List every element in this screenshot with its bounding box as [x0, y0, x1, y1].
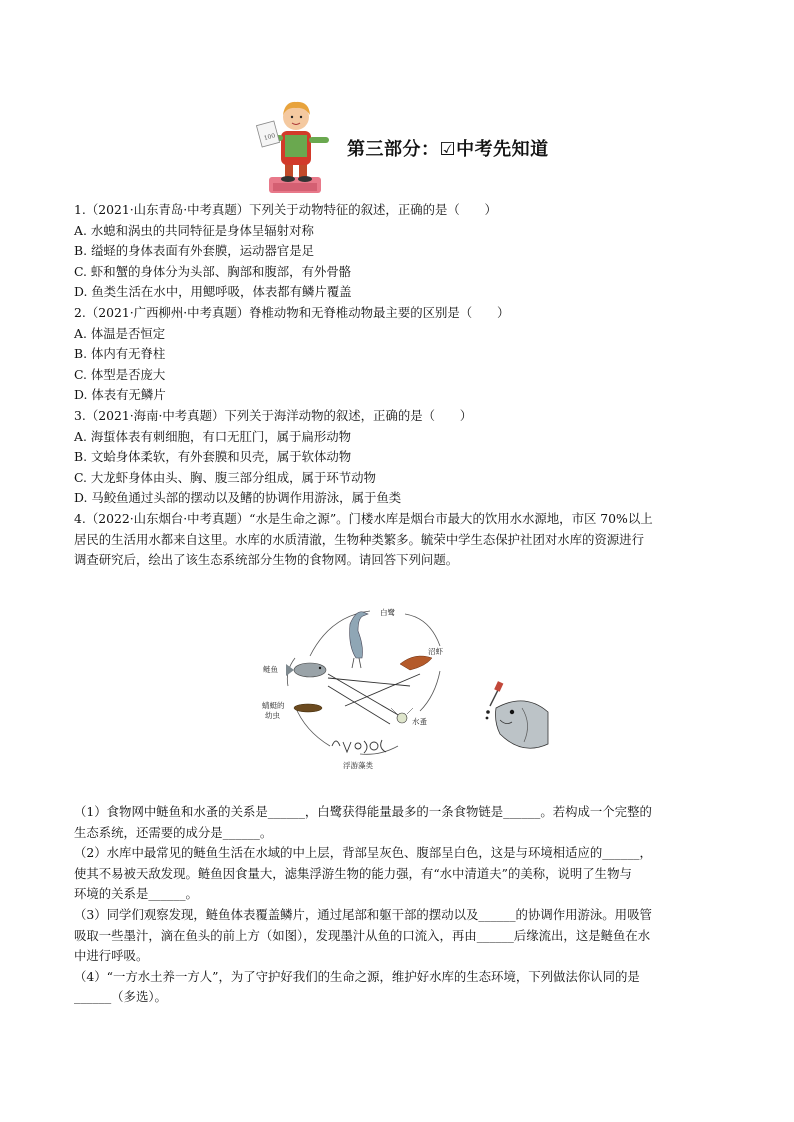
label-heron: 白鹭 [380, 608, 395, 617]
question-1-stem: 1.（2021·山东青岛·中考真题）下列关于动物特征的叙述，正确的是（ ） [74, 202, 497, 217]
question-4-intro-line: 居民的生活用水都来自这里。水库的水质清澈，生物种类繁多。毓荣中学生态保护社团对水库的资源进行 [74, 531, 644, 547]
mascot-illustration [255, 95, 340, 200]
question-3-option-b: B. 文蛤身体柔软，有外套膜和贝壳，属于软体动物 [74, 449, 352, 465]
label-silver-carp: 鲢鱼 [263, 665, 278, 674]
question-list [74, 200, 730, 571]
sub-question-line: 中进行呼吸。 [74, 948, 149, 964]
algae-icon [332, 740, 386, 753]
question-2-option-d: D. 体表有无鳞片 [74, 387, 166, 403]
sub-question-line: 环境的关系是______。 [74, 886, 198, 902]
food-web-figure [250, 596, 550, 778]
sub-question-line: （4）“一方水土养一方人”，为了守护好我们的生命之源，维护好水库的生态环境，下列做法你认同的是 [74, 968, 640, 984]
section-title: 第三部分：☑中考先知道 [347, 139, 549, 160]
label-water-flea: 水蚤 [412, 717, 427, 726]
sub-question-line: 生态系统，还需要的成分是______。 [74, 824, 273, 840]
question-3-option-c: C. 大龙虾身体由头、胸、腹三部分组成，属于环节动物 [74, 469, 376, 485]
sub-question-line: （1）食物网中鲢鱼和水蚤的关系是______，白鹭获得能量最多的一条食物链是______。若构成一个完整的 [74, 804, 652, 819]
water-flea-icon [391, 708, 413, 723]
question-4-subquestions [74, 802, 730, 1008]
question-1-option-c: C. 虾和蟹的身体分为头部、胸部和腹部，有外骨骼 [74, 263, 352, 279]
fish-head-with-dropper-icon [486, 681, 548, 748]
question-3-option-d: D. 马鲛鱼通过头部的摆动以及鳍的协调作用游泳，属于鱼类 [74, 490, 402, 506]
label-algae: 浮游藻类 [343, 761, 373, 770]
question-1-option-d: D. 鱼类生活在水中，用鳃呼吸，体表都有鳞片覆盖 [74, 284, 352, 300]
section-header [255, 95, 575, 200]
question-3-stem: 3.（2021·海南·中考真题）下列关于海洋动物的叙述，正确的是（ ） [74, 407, 473, 423]
question-1-option-b: B. 缢蛏的身体表面有外套膜，运动器官是足 [74, 243, 315, 259]
sub-question-line: （2）水库中最常见的鲢鱼生活在水域的中上层，背部呈灰色、腹部呈白色，这是与环境相适应的______， [74, 845, 652, 861]
question-1-option-a: A. 水螅和涡虫的共同特征是身体呈辐射对称 [74, 222, 314, 238]
label-shrimp: 沼虾 [428, 647, 443, 656]
dragonfly-larva-icon [294, 704, 322, 712]
question-3-option-a: A. 海蜇体表有刺细胞，有口无肛门，属于扁形动物 [74, 428, 352, 444]
sub-question-line: 吸取一些墨汁，滴在鱼头的前上方（如图），发现墨汁从鱼的口流入，再由______后缘流出，这是鲢鱼在水 [74, 927, 651, 943]
question-4-intro-line: 4.（2022·山东烟台·中考真题）“水是生命之源”。门楼水库是烟台市最大的饮用水水源地，市区 70%以上 [74, 510, 653, 526]
heron-icon [350, 612, 368, 668]
label-larva-line2: 幼虫 [265, 711, 280, 720]
silver-carp-icon [286, 663, 326, 677]
question-4-intro-line: 调查研究后，绘出了该生态系统部分生物的食物网。请回答下列问题。 [74, 552, 459, 568]
shrimp-icon [400, 656, 432, 670]
question-2-option-a: A. 体温是否恒定 [74, 325, 166, 341]
sub-question-line: （3）同学们观察发现，鲢鱼体表覆盖鳞片，通过尾部和躯干部的摆动以及______的协调作用游泳。用吸管 [74, 906, 652, 922]
svg-text:100: 100 [263, 132, 277, 143]
label-larva-line1: 蜻蜓的 [262, 701, 285, 710]
question-2-option-b: B. 体内有无脊柱 [74, 346, 166, 362]
sub-question-line: ______（多选）。 [74, 989, 167, 1005]
question-2-stem: 2.（2021·广西柳州·中考真题）脊椎动物和无脊椎动物最主要的区别是（ ） [74, 304, 510, 320]
sub-question-line: 使其不易被天敌发现。鲢鱼因食量大，滤集浮游生物的能力强，有“水中清道夫”的美称，说明了生物与 [74, 865, 632, 881]
question-2-option-c: C. 体型是否庞大 [74, 366, 166, 382]
